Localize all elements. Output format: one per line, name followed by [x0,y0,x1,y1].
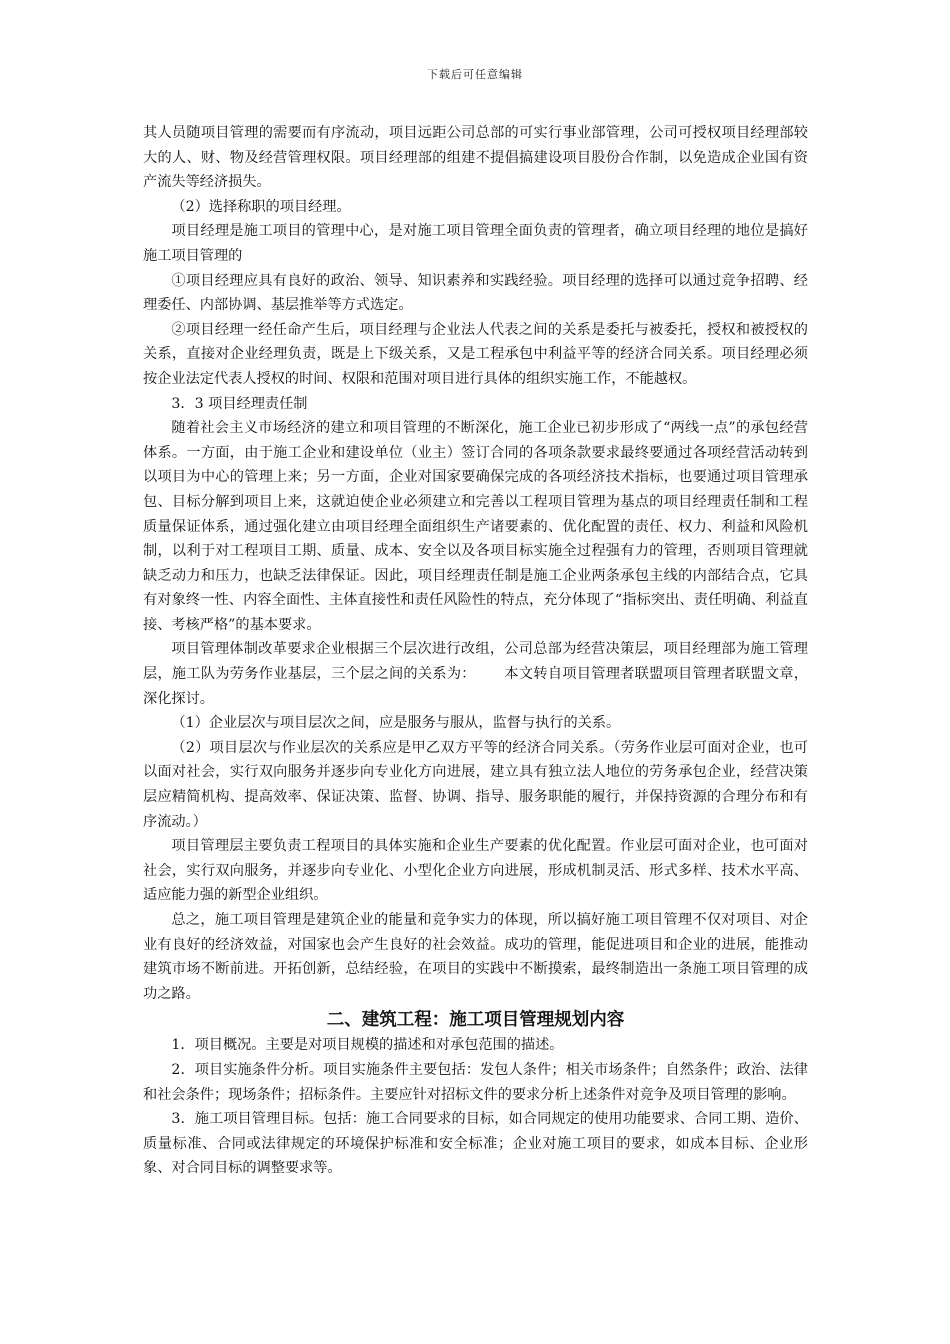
paragraph-manager-relationship: ②项目经理一经任命产生后，项目经理与企业法人代表之间的关系是委托与被委托，授权和被授权的关系，直接对企业经理负责，既是上下级关系，又是工程承包中利益平等的经济合同关系。项目经理必须按企业法定代表人授权的时间、权限和范围对项目进行具体的组织实施工作，不能越权。 [143,321,808,387]
paragraph-manager-center: 项目经理是施工项目的管理中心，是对施工项目管理全面负责的管理者，确立项目经理的地位是搞好施工项目管理的 [143,223,808,264]
paragraph-continuation: 其人员随项目管理的需要而有序流动，项目远距公司总部的可实行事业部管理，公司可授权项目经理部较大的人、财、物及经营管理权限。项目经理部的组建不提倡搞建设项目股份合作制，以免造成企业国有资产流失等经济损失。 [143,125,808,191]
subsection-heading-3-3: 3．3 项目经理责任制 [171,395,308,412]
section-item-3: 3．施工项目管理目标。包括：施工合同要求的目标，如合同规定的使用功能要求、合同工期、造价、质量标准、合同或法律规定的环境保护标准和安全标准；企业对施工项目的要求，如成本目标、企业形象、对合同目标的调整要求等。 [143,1111,808,1177]
paragraph-conclusion: 总之，施工项目管理是建筑企业的能量和竞争实力的体现，所以搞好施工项目管理不仅对项目、对企业有良好的经济效益，对国家也会产生良好的社会效益。成功的管理，能促进项目和企业的进展，能推动建筑市场不断前进。开拓创新，总结经验，在项目的实践中不断摸索，最终制造出一条施工项目管理的成功之路。 [143,912,808,1002]
three-levels-text: 项目管理体制改革要求企业根据三个层次进行改组，公司总部为经营决策层，项目经理部为施工管理层，施工队为劳务作业基层，三个层之间的关系为： [143,641,808,683]
section-item-1: 1．项目概况。主要是对项目规模的描述和对承包范围的描述。 [171,1037,564,1054]
paragraph-select-manager: （2）选择称职的项目经理。 [171,198,351,215]
document-body [143,121,808,1181]
paragraph-responsibility-system: 随着社会主义市场经济的建立和项目管理的不断深化，施工企业已初步形成了“两线一点”的承包经营体系。一方面，由于施工企业和建设单位（业主）签订合同的各项条款要求最终要通过各项经营活动转到以项目为中心的管理上来；另一方面，企业对国家要确保完成的各项经济技术指标，也要通过项目管理承包、目标分解到项目上来，这就迫使企业必须建立和完善以工程项目管理为基点的项目经理责任制和工程质量保证体系，通过强化建立由项目经理全面组织生产诸要素的、优化配置的责任、权力、利益和风险机制，以利于对工程项目工期、质量、成本、安全以及各项目标实施全过程强有力的管理，否则项目管理就缺乏动力和压力，也缺乏法律保证。因此，项目经理责任制是施工企业两条承包主线的内部结合点，它具有对象终一性、内容全面性、主体直接性和责任风险性的特点，充分体现了“指标突出、责任明确、利益直接、考核严格”的基本要求。 [143,420,808,633]
page-header: 下载后可任意编辑 [427,68,523,81]
source-note: 本文转自项目管理者联盟项目管理者联盟文章，深化探讨。 [143,666,808,707]
paragraph-manager-qualities: ①项目经理应具有良好的政治、领导、知识素养和实践经验。项目经理的选择可以通过竞争招聘、经理委任、内部协调、基层推举等方式选定。 [143,272,808,314]
paragraph-three-levels [143,637,808,711]
section-item-2: 2．项目实施条件分析。项目实施条件主要包括：发包人条件；相关市场条件；自然条件；政治、法律和社会条件；现场条件；招标条件。主要应针对招标文件的要求分析上述条件对竞争及项目管理的影响。 [143,1061,808,1103]
section-title: 二、建筑工程：施工项目管理规划内容 [326,1010,625,1031]
paragraph-management-layer: 项目管理层主要负责工程项目的具体实施和企业生产要素的优化配置。作业层可面对企业，也可面对社会，实行双向服务，并逐步向专业化、小型化企业方向进展，形成机制灵活、形式多样、技术水平高、适应能力强的新型企业组织。 [143,838,808,904]
paragraph-level-2: （2）项目层次与作业层次的关系应是甲乙双方平等的经济合同关系。（劳务作业层可面对企业，也可以面对社会，实行双向服务并逐步向专业化方向进展，建立具有独立法人地位的劳务承包企业，经营决策层应精简机构、提高效率、保证决策、监督、协调、指导、服务职能的履行，并保持资源的合理分布和有序流动。） [143,739,808,830]
paragraph-level-1: （1）企业层次与项目层次之间，应是服务与服从，监督与执行的关系。 [171,715,621,732]
